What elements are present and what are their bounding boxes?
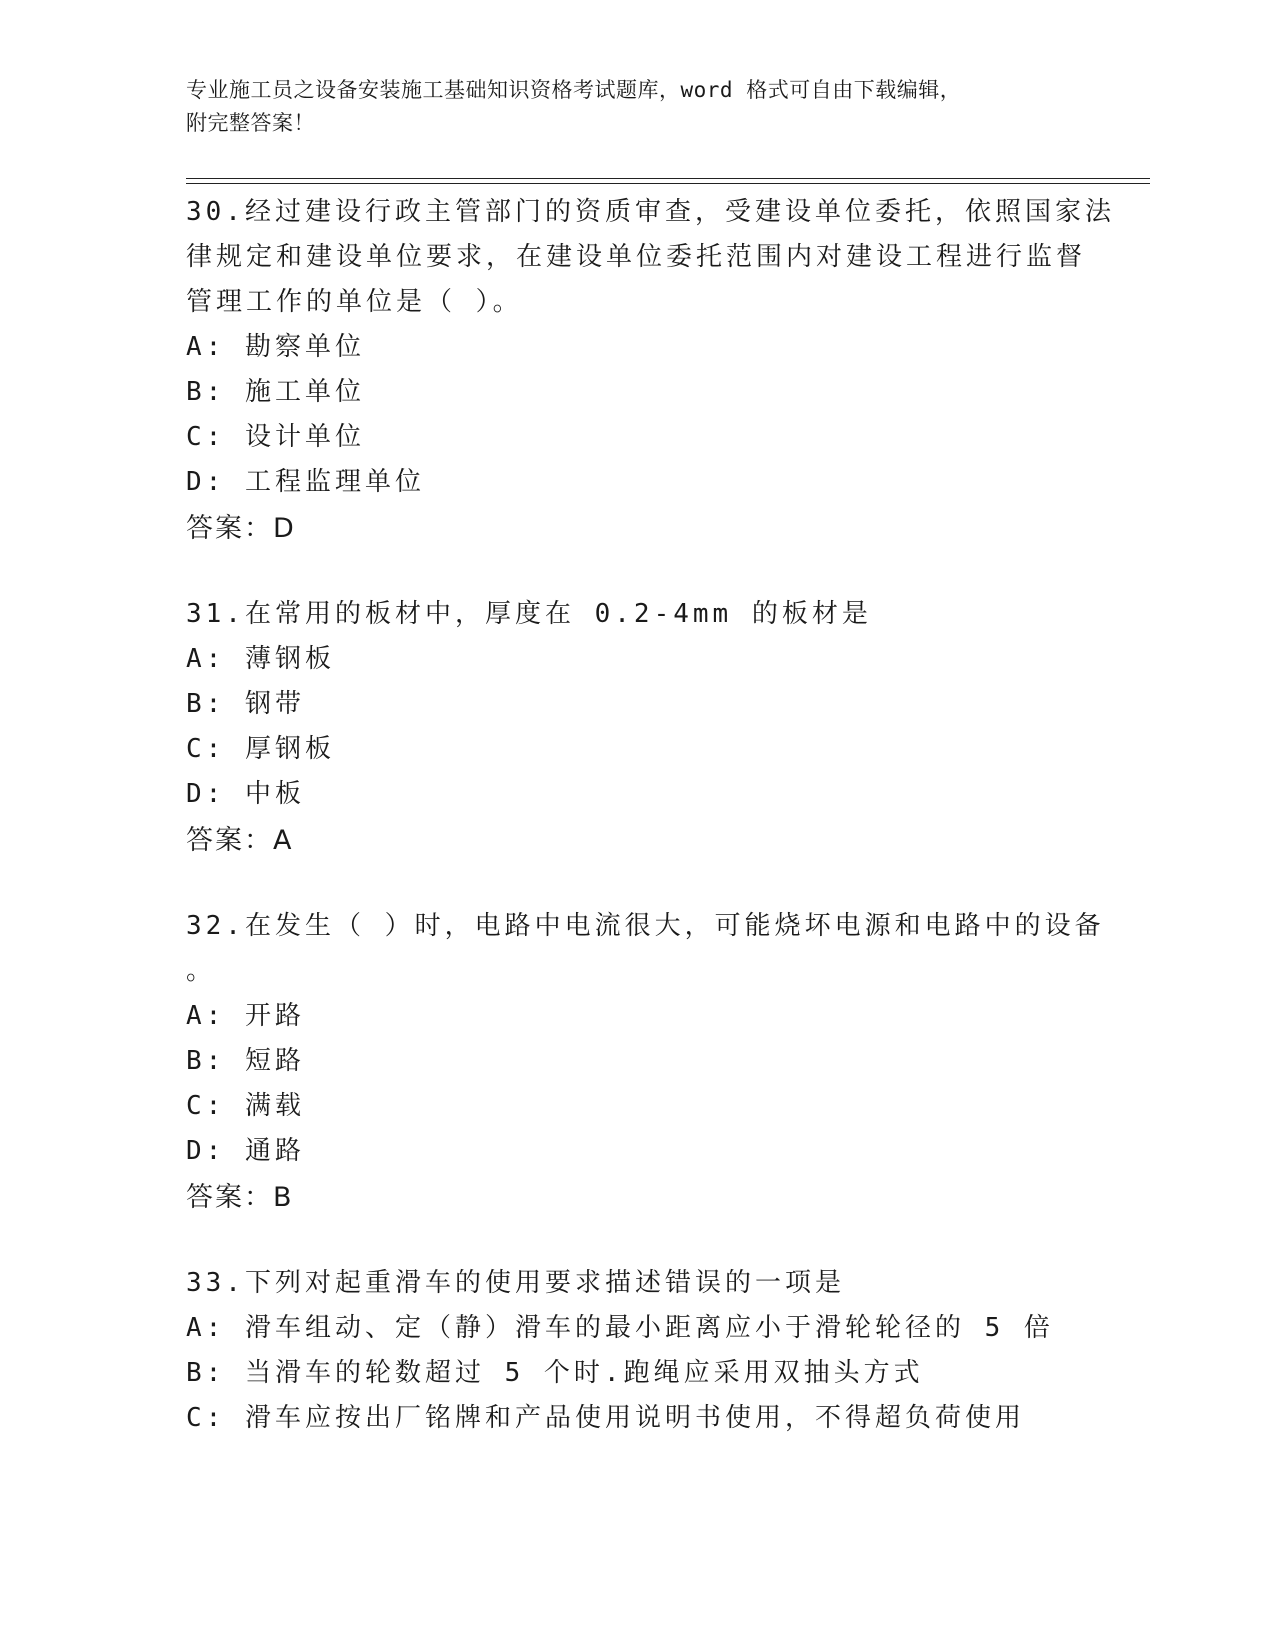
question-31 <box>186 592 1146 864</box>
option-d: D: 通路 <box>186 1136 305 1166</box>
option-b: B: 短路 <box>186 1046 305 1076</box>
question-33 <box>186 1261 1146 1441</box>
option-c: C: 设计单位 <box>186 422 365 452</box>
question-line: 31.在常用的板材中，厚度在 0.2-4mm 的板材是 <box>186 599 872 629</box>
question-line: 律规定和建设单位要求，在建设单位委托范围内对建设工程进行监督 <box>186 242 1087 272</box>
option-a: A: 薄钢板 <box>186 644 335 674</box>
question-list <box>186 190 1146 1481</box>
question-line: 32.在发生（ ）时，电路中电流很大，可能烧坏电源和电路中的设备 <box>186 911 1105 941</box>
option-b: B: 施工单位 <box>186 377 365 407</box>
header-line-2: 附完整答案！ <box>186 111 315 135</box>
option-c: C: 厚钢板 <box>186 734 335 764</box>
header-divider-bottom <box>186 183 1150 184</box>
option-b: B: 钢带 <box>186 689 305 719</box>
answer: 答案：B <box>186 1182 294 1213</box>
question-text <box>186 592 1146 637</box>
question-32 <box>186 904 1146 1221</box>
option-d: D: 中板 <box>186 779 305 809</box>
option-c: C: 满载 <box>186 1091 305 1121</box>
question-text <box>186 190 1146 325</box>
question-text <box>186 904 1146 994</box>
question-line: 管理工作的单位是（ ）。 <box>186 287 523 317</box>
question-line: 33.下列对起重滑车的使用要求描述错误的一项是 <box>186 1268 845 1298</box>
answer: 答案：D <box>186 513 296 544</box>
document-header <box>186 74 1086 140</box>
question-line: 30.经过建设行政主管部门的资质审查，受建设单位委托，依照国家法 <box>186 197 1115 227</box>
question-text <box>186 1261 1146 1306</box>
option-a: A: 勘察单位 <box>186 332 365 362</box>
header-divider-top <box>186 178 1150 179</box>
question-line: 。 <box>186 956 217 986</box>
option-a: A: 滑车组动、定（静）滑车的最小距离应小于滑轮轮径的 5 倍 <box>186 1313 1054 1343</box>
option-a: A: 开路 <box>186 1001 305 1031</box>
header-line-1: 专业施工员之设备安装施工基础知识资格考试题库，word 格式可自由下载编辑， <box>186 78 962 102</box>
question-30 <box>186 190 1146 552</box>
option-b: B: 当滑车的轮数超过 5 个时.跑绳应采用双抽头方式 <box>186 1358 924 1388</box>
answer: 答案：A <box>186 825 294 856</box>
option-c: C: 滑车应按出厂铭牌和产品使用说明书使用，不得超负荷使用 <box>186 1403 1025 1433</box>
option-d: D: 工程监理单位 <box>186 467 425 497</box>
